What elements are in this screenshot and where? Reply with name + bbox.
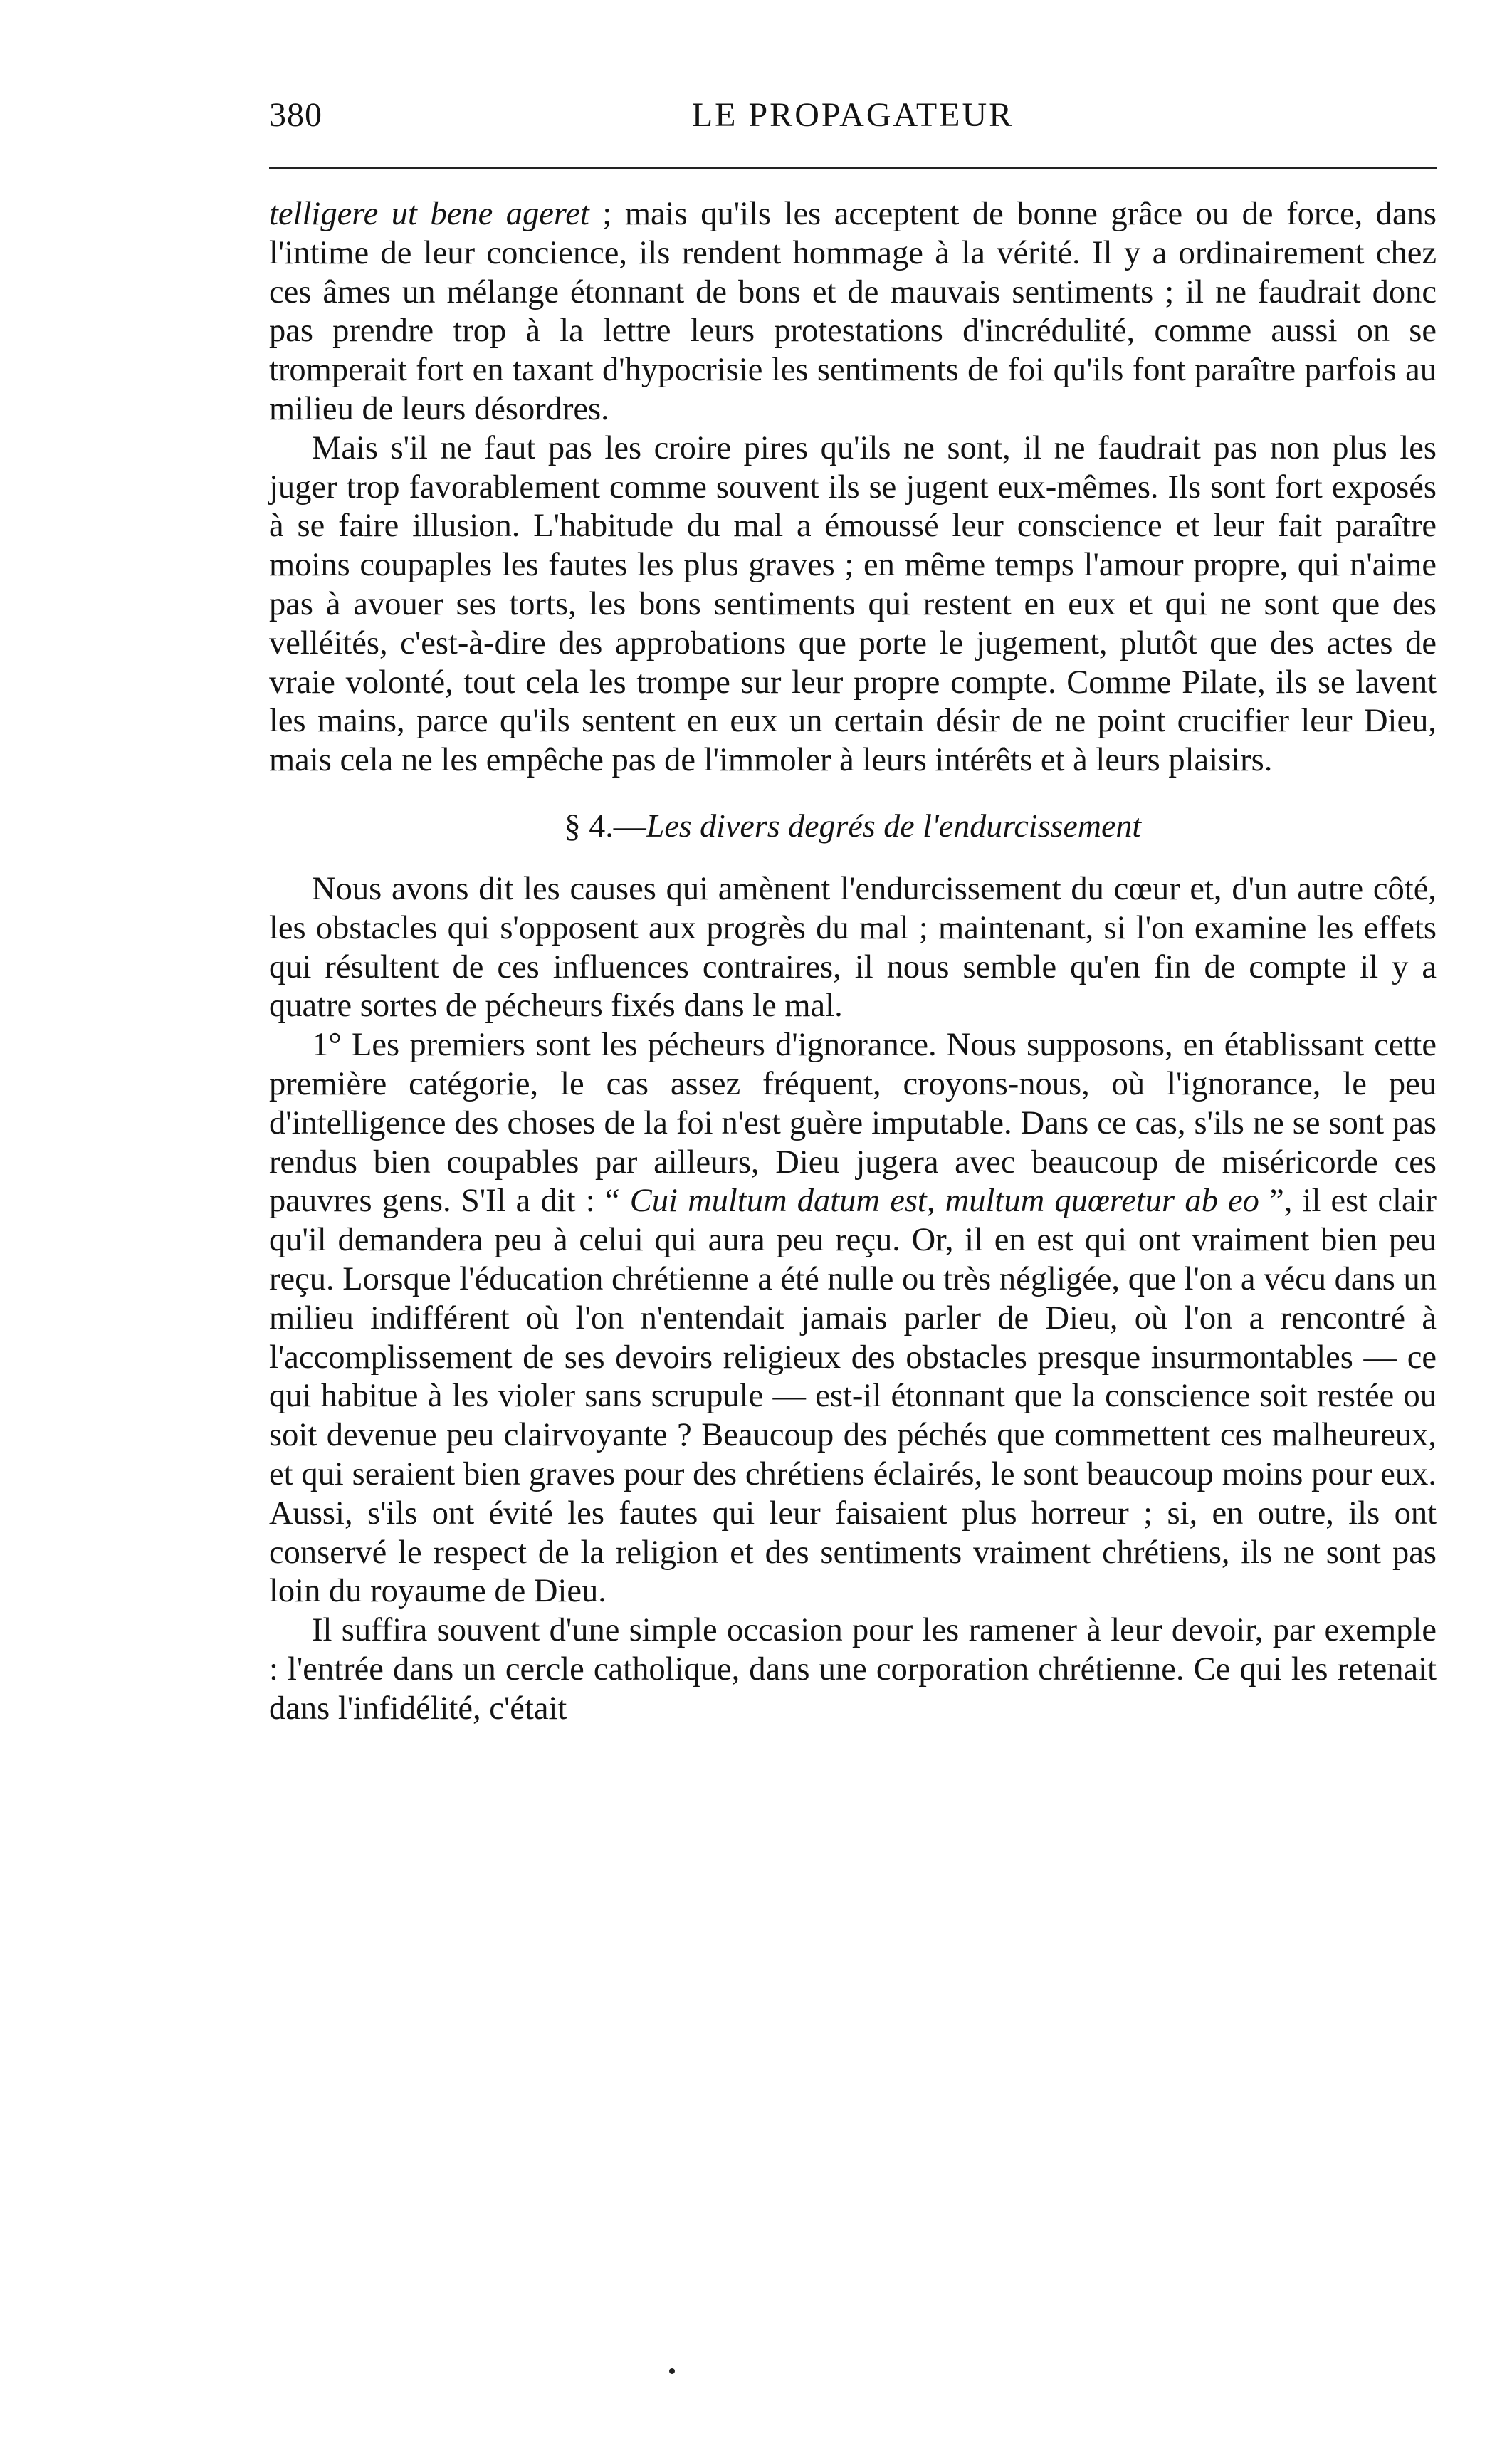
paragraph-text: ; mais qu'ils les acceptent de bonne grâce ou de force, dans l'intime de leur concience, ils rendent hommage à la vérité. Il y a ordinairement chez ces âmes un mélange étonnant de bons et de mauvais sentiments ; il ne faudrait donc pas prendre trop à la lettre leurs protestations d'incrédulité, comme aussi on se tromperait fort en taxant d'hypocrisie les sentiments de foi qu'ils font paraître parfois au milieu de leurs désordres. xyxy=(269,196,1437,427)
paragraph: Nous avons dit les causes qui amènent l'endurcissement du cœur et, d'un autre côté, les obstacles qui s'opposent aux progrès du mal ; maintenant, si l'on examine les effets qui résultent de ces influences contraires, il nous semble qu'en fin de compte il y a quatre sortes de pécheurs fixés dans le mal. xyxy=(269,870,1437,1025)
running-title: LE PROPAGATEUR xyxy=(691,96,1014,134)
paragraph: Mais s'il ne faut pas les croire pires qu'ils ne sont, il ne faudrait pas non plus les juger trop favorablement comme souvent ils se jugent eux-mêmes. Ils sont fort exposés à se faire illusion. L'habitude du mal a émoussé leur conscience et leur fait paraître moins coupaples les fautes les plus graves ; en même temps l'amour propre, qui n'aime pas à avouer ses torts, les bons sentiments qui restent en eux et qui ne sont que des velléités, c'est-à-dire des approbations que porte le jugement, plutôt que des actes de vraie volonté, tout cela les trompe sur leur propre compte. Comme Pilate, ils se lavent les mains, parce qu'ils sentent en eux un certain désir de ne point crucifier leur Dieu, mais cela ne les empêche pas de l'immoler à leurs intérêts et à leurs plaisirs. xyxy=(269,429,1437,779)
paragraph xyxy=(269,1026,1437,1611)
page-number: 380 xyxy=(269,96,322,134)
paragraph-continuation xyxy=(269,195,1437,429)
section-title: Les divers degrés de l'endurcissement xyxy=(646,807,1142,844)
paragraph: Il suffira souvent d'une simple occasion pour les ramener à leur devoir, par exemple : l'entrée dans un cercle catholique, dans une corporation chrétienne. Ce qui les retenait dans l'infidélité, c'était xyxy=(269,1612,1437,1727)
body-text xyxy=(269,195,1437,1728)
printer-mark xyxy=(669,2368,675,2374)
latin-quote: Cui multum datum est, multum quœretur ab eo xyxy=(629,1183,1259,1220)
paragraph-text: ”, il est clair qu'il demandera peu à celui qui aura peu reçu. Or, il en est qui ont vraiment bien peu reçu. Lorsque l'éducation chrétienne a été nulle ou très négligée, que l'on a vécu dans un milieu indifférent où l'on n'entendait jamais parler de Dieu, où l'on a rencontré à l'accomplissement de ses devoirs religieux des obstacles presque insurmontables — ce qui habitue à les violer sans scrupule — est-il étonnant que la conscience soit restée ou soit devenue peu clairvoyante ? Beaucoup des péchés que commettent ces malheureux, et qui seraient bien graves pour des chrétiens éclairés, le sont beaucoup moins pour eux. Aussi, s'ils ont évité les fautes qui leur faisaient plus horreur ; si, en outre, ils ont conservé le respect de la religion et des sentiments vraiment chrétiens, ils ne sont pas loin du royaume de Dieu. xyxy=(269,1183,1437,1610)
section-number: § 4.— xyxy=(564,807,646,844)
book-page xyxy=(269,88,1437,1727)
paragraph-text: 1° Les premiers sont les pécheurs d'ignorance. Nous supposons, en établissant cette première catégorie, le cas assez fréquent, croyons-nous, où l'ignorance, le peu d'intelligence des choses de la foi n'est guère imputable. Dans ce cas, s'ils ne se sont pas rendus bien coupables par ailleurs, Dieu jugera avec beaucoup de miséricorde ces pauvres gens. S'Il a dit : “ xyxy=(269,1027,1437,1220)
page-header xyxy=(269,88,1437,145)
section-heading xyxy=(269,806,1437,846)
latin-quote: telligere ut bene ageret xyxy=(269,196,589,232)
header-rule xyxy=(269,167,1437,169)
